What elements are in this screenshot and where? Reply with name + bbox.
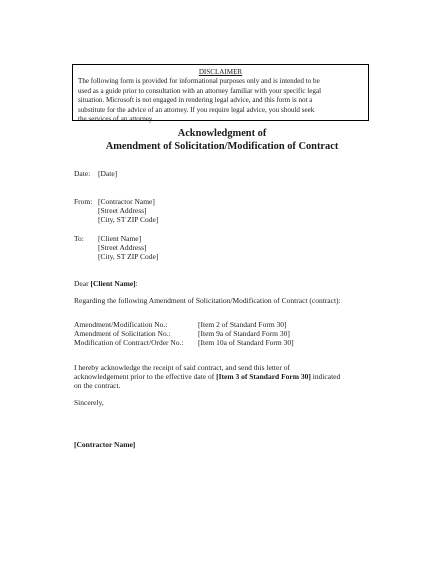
disclaimer-line: used as a guide prior to consultation with an attorney familiar with your specific legal: [78, 86, 322, 95]
salutation-prefix: Dear: [74, 279, 91, 288]
to-label: To:: [74, 234, 84, 243]
salutation: [74, 279, 138, 289]
signature-name: [Contractor Name]: [74, 440, 136, 449]
regarding-text: Regarding the following Amendment of Solicitation/Modification of Contract (contract):: [74, 296, 341, 305]
from-city: [City, ST ZIP Code]: [98, 215, 159, 224]
item-value: [Item 2 of Standard Form 30]: [198, 320, 287, 329]
disclaimer-box: [72, 64, 369, 124]
date-value: [Date]: [98, 169, 118, 178]
effective-date-field: [Item 3 of Standard Form 30]: [216, 372, 311, 381]
body-line-2-post: indicated: [310, 372, 341, 381]
item-label: Modification of Contract/Order No.:: [74, 338, 184, 347]
to-city: [City, ST ZIP Code]: [98, 252, 159, 261]
disclaimer-line: situation. Microsoft is not engaged in rendering legal advice, and this form is not a: [78, 96, 313, 105]
disclaimer-line: The following form is provided for informational purposes only and is intended to be: [78, 77, 320, 85]
item-label: Amendment/Modification No.:: [74, 320, 168, 329]
to-name: [Client Name]: [98, 234, 142, 243]
from-name: [Contractor Name]: [98, 197, 155, 206]
disclaimer-heading: DISCLAIMER: [198, 68, 243, 76]
salutation-name: [Client Name]: [90, 279, 136, 288]
body-line-1: I hereby acknowledge the receipt of said contract, and send this letter of: [74, 363, 290, 372]
body-line-3: on the contract.: [74, 381, 121, 390]
item-value: [Item 9a of Standard Form 30]: [198, 329, 290, 338]
to-street: [Street Address]: [98, 243, 147, 252]
item-value: [Item 10a of Standard Form 30]: [198, 338, 294, 347]
disclaimer-line: the services of an attorney.: [78, 115, 154, 124]
disclaimer-line: substitute for the advice of an attorney. If you require legal advice, you should seek: [78, 105, 315, 114]
date-label: Date:: [74, 169, 91, 178]
item-label: Amendment of Solicitation No.:: [74, 329, 171, 338]
salutation-suffix: :: [135, 279, 138, 288]
from-label: From:: [74, 197, 93, 206]
from-street: [Street Address]: [98, 206, 147, 215]
document-title-line-2: Amendment of Solicitation/Modification of Contract: [105, 141, 339, 152]
document-title-line-1: Acknowledgment of: [177, 128, 267, 139]
closing: Sincerely,: [74, 398, 104, 407]
body-line-2-pre: acknowledgement prior to the effective date of: [74, 372, 217, 381]
